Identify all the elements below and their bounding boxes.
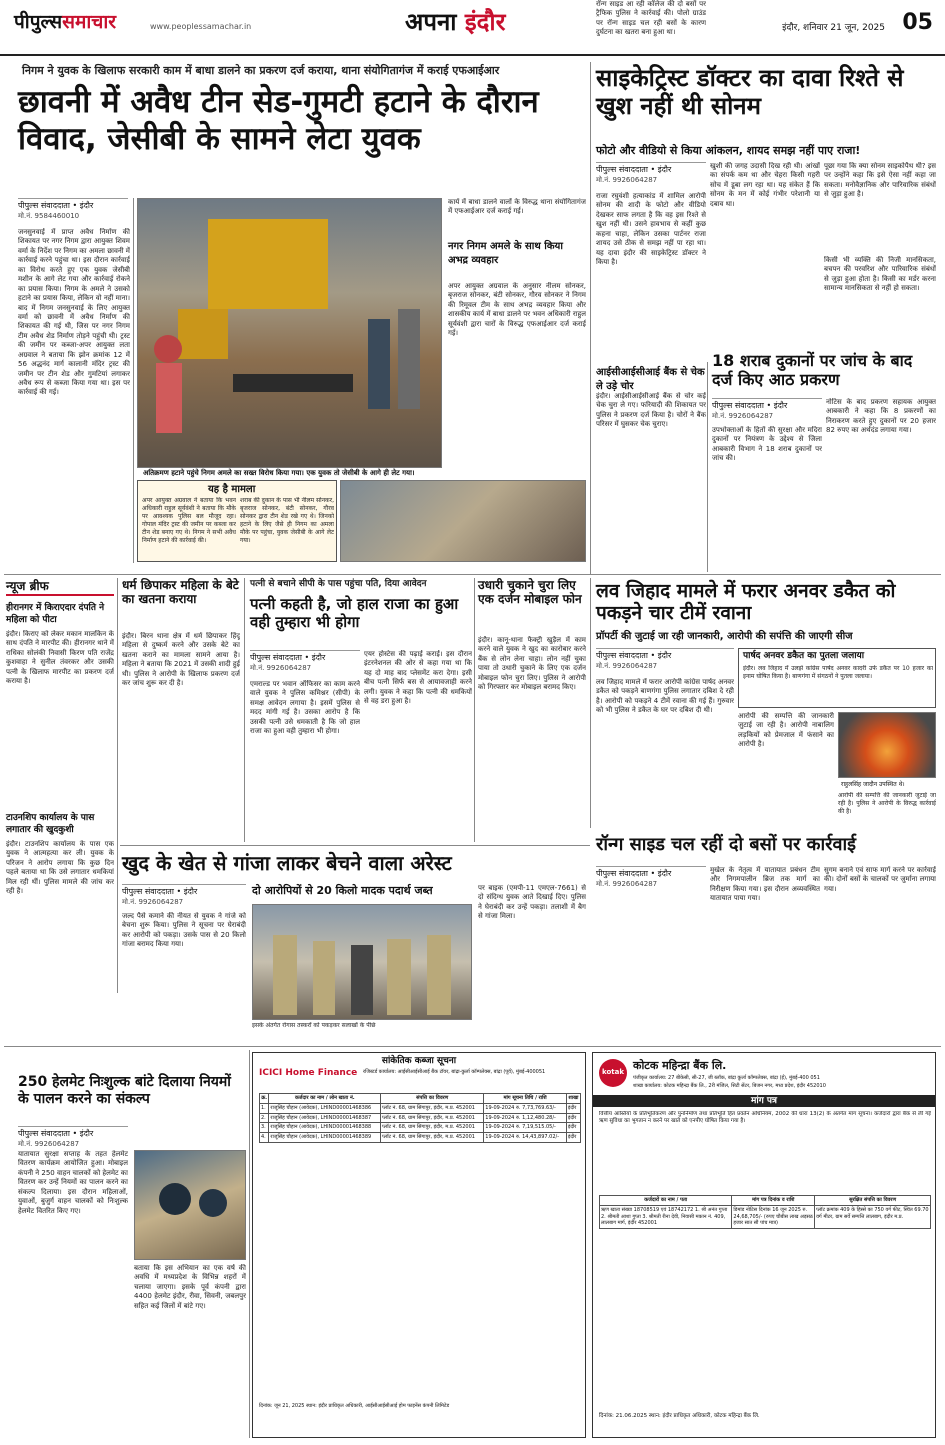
- wrong-side-byline-text: पीपुल्स संवाददाता • इंदौर: [596, 869, 672, 878]
- ganja-column-1: जल्द पैसे कमाने की नीयत से युवक ने गांजे को बेचना शुरू किया। पुलिस ने सूचना पर घेराबंदी कर आरोपी को पकड़ा। उसके पास से 20 किलो गांजा बरामद किया गया।: [122, 912, 246, 949]
- helmet-mobile: मो.नं. 9926064287: [18, 1139, 80, 1148]
- table-cell: डिमांड नोटिस दिनांक 16 जून 2025 रु. 24,68,705/- (रुपए चौबीस लाख अड़सठ हजार सात सौ पांच मात्र): [732, 1205, 815, 1228]
- lying-man: [233, 374, 353, 392]
- table-row: [260, 1103, 581, 1113]
- table-cell: 19-09-2024 रु. 14,43,897.02/-: [484, 1133, 567, 1143]
- dateline: इंदौर, शनिवार 21 जून, 2025: [782, 23, 885, 33]
- lead-byline: [18, 198, 128, 221]
- effigy-box: [738, 648, 936, 708]
- love-jihad-byline: [596, 648, 734, 671]
- column-rule: [249, 1050, 250, 1438]
- love-jihad-byline-text: पीपुल्स संवाददाता • इंदौर: [596, 651, 672, 660]
- column-rule: [590, 62, 591, 574]
- sonam-column-2: खुशी की जगह उदासी दिख रही थी। आंखों का संपर्क कम था और चेहरा किसी गहरी सोच में डूबा लग रहा था। यह संकेत हैं कि सोनम के मन में कोई गंभीर परेशानी या दबाव था।: [710, 162, 820, 208]
- newspaper-logo[interactable]: [14, 10, 116, 36]
- sonam-subhead: फोटो और वीडियो से किया आंकलन, शायद समझ नहीं पाए राजा!: [596, 144, 861, 157]
- icici-col-header: क्र.: [260, 1094, 269, 1104]
- column-rule: [117, 578, 118, 993]
- section-divider: [4, 1046, 941, 1047]
- religion-text: इंदौर। बिरन थाना क्षेत्र में धर्म छिपाकर हिंदू महिला से दुष्कर्म करने और उसके बेटे का खतना कराने का मामला सामने आया है। महिला ने बताया कि 2021 में उसकी शादी हुई थी। पुलिस ने आरोपी के खिलाफ प्रकरण दर्ज कर जांच शुरू कर दी है।: [122, 632, 240, 688]
- lead-kicker: निगम ने युवक के खिलाफ सरकारी काम में बाधा डालने का प्रकरण दर्ज कराया, थाना संयोगितागंज में कराई एफआईआर: [22, 64, 500, 77]
- table-cell: प्लॉट नं. 68, ग्राम सिंगापुर, इंदौर, म.प्र. 452001: [381, 1103, 484, 1113]
- kotak-logo[interactable]: kotak: [599, 1059, 627, 1087]
- lead-photo-caption: अतिक्रमण हटाने पहुंचे निगम अमले का सख्त विरोध किया गया। एक युवक तो जेसीबी के आगे ही लेट गया।: [140, 468, 440, 479]
- column-rule: [707, 362, 708, 572]
- ganja-byline-text: पीपुल्स संवाददाता • इंदौर: [122, 887, 198, 896]
- kotak-intro: वित्तीय आस्तियों के प्रतिभूतिकरण और पुनर्निर्माण तथा प्रतिभूति हित प्रवर्तन अधिनियम, 2002 की धारा 13(2) के अंतर्गत मांग सूचना। कर्जदारों द्वारा बैंक से ली गई ऋण सुविधा का भुगतान न करने पर खाते को एनपीए घोषित किया गया है।: [599, 1111, 931, 1125]
- table-cell: 19-09-2024 रु. 7,19,515.05/-: [484, 1123, 567, 1133]
- table-row: [260, 1133, 581, 1143]
- table-cell: 2.: [260, 1113, 269, 1123]
- brief-1-text: इंदौर। किराए को लेकर मकान मालकिन के साथ दंपति ने मारपीट की। हीरानगर थाने में राधिका सोलंकी निवासी किरण पति राजेंद्र कुशवाहा ने सुनील तंवरकर और उसकी पत्नी के खिलाफ मारपीट का प्रकरण दर्ज कराया है।: [6, 630, 114, 686]
- liquor-column-2: नोटिस के बाद प्रकरण सहायक आयुक्त आबकारी ने कहा कि 8 प्रकरणों का निराकरण करते हुए दुकानों पर 20 हजार 82 रुपए का अर्थदंड लगाया गया।: [826, 398, 936, 435]
- icici-table-header: [260, 1094, 581, 1104]
- table-cell: इंदौर: [566, 1133, 580, 1143]
- table-cell: प्लॉट नं. 68, ग्राम सिंगापुर, इंदौर, म.प्र. 452001: [381, 1113, 484, 1123]
- ganja-photo: [252, 904, 472, 1020]
- table-cell: 3.: [260, 1123, 269, 1133]
- liquor-column-1: उपभोक्ताओं के हितों की सुरक्षा और मदिरा दुकानों पर नियंत्रण के उद्देश्य से जिला आबकारी विभाग ने 18 शराब दुकानों पर जांच की।: [712, 426, 822, 463]
- icici-col-header: शाखा: [566, 1094, 580, 1104]
- icici-col-header: कर्जदार का नाम / लोन खाता नं.: [269, 1094, 381, 1104]
- police-officer: [273, 935, 297, 1015]
- table-row: [260, 1113, 581, 1123]
- ganja-mobile: मो.नं. 9926064287: [122, 897, 184, 906]
- lead-photo-scene: [138, 199, 442, 468]
- helmet-byline: [18, 1126, 128, 1149]
- lead-column-3: अपर आयुक्त अग्रवाल के अनुसार नीलम सोनकर, बृजराज सोनकर, बंटी सोनकर, गौरव सोनकर ने निगम की रिमूवल टीम के साथ अभद्र व्यवहार किया और शासकीय कार्य में बाधा डालने पर भवन अधिकारी राहुल सूर्यवंशी द्वारा चारों के विरुद्ध एफआईआर दर्ज कराई गई।: [448, 282, 586, 338]
- wrong-side-byline: [596, 866, 706, 889]
- effigy-photo-credit: राहुलसिंह जादौन उपस्थित थे।: [838, 780, 936, 790]
- table-cell: राजूसिंह चौहान (आवेदक), LHIND00001468388: [269, 1123, 381, 1133]
- wrong-side-column-3: सुगम बनाने एवं साफ मार्ग करने पर कार्रवाई की। दोनों बसों के चालकों पर जुर्माना लगाया गया।: [824, 866, 936, 893]
- fact-box-title: यह है मामला: [208, 484, 256, 495]
- wife-byline-text: पीपुल्स संवाददाता • इंदौर: [250, 653, 326, 662]
- section-title-main: अपना: [405, 8, 457, 36]
- liquor-mobile: मो.नं. 9926064287: [712, 411, 774, 420]
- love-jihad-column-2: आरोपी की सम्पत्ति की जानकारी जुटाई जा रही है। आरोपी नाबालिग लड़कियों को प्रेमजाल में फंसाने का आरोपी है।: [738, 712, 834, 749]
- kotak-bank-name: कोटक महिन्द्रा बैंक लि.: [633, 1059, 727, 1072]
- section-divider: [120, 845, 590, 846]
- sonam-byline-text: पीपुल्स संवाददाता • इंदौर: [596, 165, 672, 174]
- kotak-table-header: [600, 1196, 931, 1206]
- kotak-col-header: मांग पत्र दिनांक व राशि: [732, 1196, 815, 1206]
- fact-box-col-1: अपर आयुक्त अग्रवाल ने बताया कि भवन अधिकारी राहुल सूर्यवंशी ने बताया कि मौके पर आवश्यक पुलिस बल मौजूद रहा। गोपाल मंदिर ट्रस्ट की जमीन पर कब्जा कर टीन शेड बनाए गए थे। निगम ने सभी अवैध निर्माण हटाने की कार्रवाई की।: [142, 497, 236, 545]
- masthead: [0, 0, 945, 56]
- table-row: [260, 1123, 581, 1133]
- ganja-byline: [122, 884, 246, 907]
- news-brief-tag-main: न्यूज: [6, 579, 26, 593]
- mobile-thief-headline: उधारी चुकाने चुरा लिए एक दर्जन मोबाइल फोन: [478, 578, 582, 607]
- page-number: 05: [902, 10, 933, 35]
- icici-notice-title: सांकेतिक कब्जा सूचना: [381, 1056, 457, 1066]
- sonam-headline: साइकेट्रिस्ट डॉक्टर का दावा रिश्ते से खुश नहीं थी सोनम: [596, 64, 904, 121]
- lead-photo-2: [340, 480, 586, 562]
- table-cell: इंदौर: [566, 1113, 580, 1123]
- wife-column-2: एयर होस्टेस की पढ़ाई कराई। इस दौरान इंटरनेशनल की ओर से कहा गया था कि यह दो माह बाद प्लेसमेंट करा देगा। इसी बीच पत्नी सिर्फ बस से आयावजाही करने लगी। युवक ने कहा कि पत्नी की धमकियों से वह डरा हुआ है।: [364, 650, 472, 706]
- brief-2-headline: टाउनशिप कार्यालय के पास लगातार की खुदकुशी: [6, 813, 95, 836]
- section-title: [405, 6, 505, 38]
- wife-kicker: पत्नी से बचाने सीपी के पास पहुंचा पति, दिया आवेदन: [250, 579, 427, 589]
- column-rule: [590, 578, 591, 828]
- jcb-bucket: [178, 309, 228, 359]
- logo-main: पीपुल्स: [14, 11, 63, 33]
- table-cell: इंदौर: [566, 1123, 580, 1133]
- brief-2-text: इंदौर। टाउनशिप कार्यालय के पास एक युवक ने आत्महत्या कर ली। युवक के परिजन ने आरोप लगाया कि कुछ दिन पहले बताया था कि उसे लगातार धमकियां मिल रही थीं। पुलिस मामले की जांच कर रही है।: [6, 840, 114, 896]
- section-divider: [4, 574, 941, 575]
- helmet-column-2: बताया कि इस अभियान का एक वर्ष की अवधि में मध्यप्रदेश के विभिन्न शहरों में चलाया जाएगा। इसके पूर्व कंपनी द्वारा 4400 हेलमेट इंदौर, रीवा, सिवनी, जबलपुर सहित कई जिलों में बांटे गए।: [134, 1264, 246, 1310]
- kotak-notice-title: मांग पत्र: [593, 1095, 935, 1107]
- helmet-shape: [159, 1183, 191, 1215]
- table-cell: 1.: [260, 1103, 269, 1113]
- ganja-column-2: पर बाइक (एमपी-11 एमएल-7661) से दो संदिग्ध युवक आते दिखाई दिए। पुलिस ने घेराबंदी कर उन्हें पकड़ा। तलाशी में बैग से गांजा मिला।: [478, 884, 586, 921]
- police-officer: [427, 935, 451, 1015]
- lead-mobile: मो.नं. 9584460010: [18, 211, 80, 220]
- icici-notice-table: [259, 1093, 581, 1143]
- effigy-title: पार्षद अनवर डकैत का पुतला जलाया: [743, 651, 865, 661]
- table-cell: राजूसिंह चौहान (आवेदक), LHIND00001468387: [269, 1113, 381, 1123]
- table-cell: ऋण खाता संख्या 18708519 एवं 18742172 1. श्री अनंत गुप्ता 2. श्रीमती आशा गुप्ता 3. श्रीमती रीना देवी, निवासी मकान नं. 409, लालबाग मार्ग, इंदौर 452001: [600, 1205, 732, 1228]
- news-brief-tag-accent: ब्रीफ: [29, 579, 49, 593]
- table-cell: राजूसिंह चौहान (आवेदक), LHIND00001468389: [269, 1133, 381, 1143]
- wife-mobile: मो.नं. 9926064287: [250, 663, 312, 672]
- logo-accent: समाचार: [62, 11, 117, 33]
- person-figure: [398, 309, 420, 409]
- lead-photo: [137, 198, 442, 468]
- table-cell: 19-09-2024 रु. 7,73,769.63/-: [484, 1103, 567, 1113]
- table-cell: प्लॉट नं. 68, ग्राम सिंगापुर, इंदौर, म.प्र. 452001: [381, 1123, 484, 1133]
- liquor-headline: 18 शराब दुकानों पर जांच के बाद दर्ज किए आठ प्रकरण: [712, 351, 913, 389]
- helmet-column-1: यातायात सुरक्षा सप्ताह के तहत हेलमेट वितरण कार्यक्रम आयोजित हुआ। मोबाइल कंपनी ने 250 वाहन चालकों को हेलमेट का वितरण कर उन्हें नियमों का पालन करने का संकल्प दिलाया। इस दौरान महिलाओं, युवाओं, बुजुर्ग वाहन चालकों को निःशुल्क हेलमेट वितरित किए गए।: [18, 1150, 128, 1215]
- person-figure: [368, 319, 390, 409]
- ganja-photo-caption: इसके अंतर्गत रोगास तस्करों को पकड़कर सलाखों के पीछे: [252, 1022, 376, 1029]
- sonam-mobile: मो.नं. 9926064287: [596, 175, 658, 184]
- wife-column-1: एमराल्ड पर भवान ऑफिसर का काम करने वाले युवक ने पुलिस कमिश्नर (सीपी) के समक्ष आवेदन लगाया है। इसमें पुलिस से मदद मांगी गई है। उसका आरोप है कि उसकी पत्नी उसे धमकाती है कि जो हाल राजा का हुआ वही तुम्हारा भी होगा।: [250, 680, 360, 736]
- wrong-side-mobile: मो.नं. 9926064287: [596, 879, 658, 888]
- ganja-subhead: दो आरोपियों से 20 किलो मादक पदार्थ जब्त: [252, 884, 433, 897]
- lead-column-2: कार्य में बाधा डालने वालों के विरुद्ध थाना संयोगितागंज में एफआईआर दर्ज कराई गई।: [448, 198, 586, 216]
- police-officer: [387, 939, 411, 1015]
- icici-col-header: संपत्ति का विवरण: [381, 1094, 484, 1104]
- religion-headline: धर्म छिपाकर महिला के बेटे का खतना कराया: [122, 578, 239, 607]
- effigy-photo: [838, 712, 936, 778]
- woman-figure: [154, 335, 182, 363]
- lead-subhead: नगर निगम अमले के साथ किया अभद्र व्यवहार: [448, 241, 563, 266]
- column-rule: [244, 578, 245, 842]
- love-jihad-mobile: मो.नं. 9926064287: [596, 661, 658, 670]
- ganja-headline: खुद के खेत से गांजा लाकर बेचने वाला अरेस्ट: [122, 851, 452, 875]
- effigy-text: इंदौर। लव जिहाद में उलझे कांग्रेस पार्षद अनवर कादरी उर्फ डकैत पर 10 हजार का इनाम घोषित किया है। बाणगंगा में संगठनों ने पुतला जलाया।: [743, 665, 933, 681]
- brief-1-headline: हीरानगर में किराएदार दंपति ने महिला को पीटा: [6, 603, 105, 626]
- wife-byline: [250, 650, 360, 673]
- table-cell: प्लॉट नं. 68, ग्राम सिंगापुर, इंदौर, म.प्र. 452001: [381, 1133, 484, 1143]
- lead-headline: छावनी में अवैध टीन सेड-गुमटी हटाने के दौरान विवाद, जेसीबी के सामने लेटा युवक: [18, 84, 539, 157]
- icici-theft-headline: आईसीआईसीआई बैंक से चेक ले उड़े चोर: [596, 367, 705, 392]
- icici-theft-text: इंदौर। आईसीआईसीआई बैंक से चोर कई चेक चुरा ले गए। फरियादी की शिकायत पर पुलिस ने प्रकरण दर्ज किया है। चोरों ने बैंक परिसर में घुसकर चेक चुराए।: [596, 392, 706, 429]
- kotak-address: पंजीकृत कार्यालय: 27 बीकेसी, सी-27, जी ब्लॉक, बांद्रा कुर्ला कॉम्पलेक्स, बांद्रा (ई), मुंबई-400 051: [633, 1075, 820, 1081]
- sonam-byline: [596, 162, 706, 185]
- love-jihad-headline: लव जिहाद मामले में फरार अनवर डकैत को पकड़ने चार टीमें रवाना: [596, 580, 896, 625]
- police-officer: [313, 941, 335, 1015]
- icici-brand[interactable]: ICICI Home Finance: [259, 1068, 358, 1078]
- sonam-column-4: किसी भी व्यक्ति की निजी मानसिकता, बचपन की परवरिश और पारिवारिक संबंधों से जुड़ा हुआ होता है। किसी का मर्डर करना सामान्य मानसिकता से नहीं हो सकता।: [824, 256, 936, 293]
- helmet-scene: [135, 1151, 246, 1260]
- news-brief-tag: [6, 578, 114, 596]
- love-jihad-subhead: प्रॉपर्टी की जुटाई जा रही जानकारी, आरोपी की सपंत्ति की जाएगी सीज: [596, 631, 853, 642]
- icici-footer: दिनांक: जून 21, 2025 स्थान: इंदौर प्राधिकृत अधिकारी, आईसीआईसीआई होम फाइनेंस कंपनी लिमिटेड: [259, 1403, 450, 1409]
- helmet-shape: [199, 1189, 227, 1217]
- helmet-photo: [134, 1150, 246, 1260]
- love-jihad-column-1: लव जिहाद मामले में फरार आरोपी कांग्रेस पार्षद अनवर डकैत को पकड़ने बाणगंगा पुलिस लगातार दबिश दे रही है। आरोपी को पकड़ने 4 टीमें रवाना की गई हैं। गुरुवार को भी पुलिस ने डकैत के घर पर दबिश दी थी।: [596, 678, 734, 715]
- sonam-column-3: पूछा गया कि क्या सोनम साइकोपैथ थी? इस पर उन्होंने कहा कि इसे ऐसा नहीं कहा जा सकता। मनोवैज्ञानिक और पारिवारिक संबंधों से जुड़ा हुआ है।: [824, 162, 936, 199]
- lead-column-1: जनसुनवाई में प्राप्त अवैध निर्माण की शिकायत पर नगर निगम द्वारा आयुक्त शिवम वर्मा के निर्देश पर निगम का अमला छावनी में कार्रवाई करने पहुंचा था। इस दौरान कार्रवाई का विरोध करते हुए एक युवक जेसीबी मशीन के आगे लेट गया और कार्रवाई रोकने का प्रयास किया। निगम के अमले ने उसको हटाने का प्रयास किया, लेकिन वो नहीं माना। बाद में निगम जनसुनवाई के लिए आयुक्त वर्मा को छावनी में अवैध निर्माण की शिकायत की गई थी, जिस पर नगर निगम टीम अवैध शेड निर्माण तोड़ने पहुंची थी। ट्रस्ट की जमीन पर कब्जा-अपर आयुक्त लता अग्रवाल ने बताया कि झोन क्रमांक 12 में 56 अद्धनंद मार्ग कालानी मंदिर ट्रस्ट की जमीन पर टीन शेड और गुमटियां लगाकर अवैध रूप से कब्जा किया गया था। इस पर कार्रवाई की गई।: [18, 228, 130, 397]
- kotak-col-header: सुरक्षित संपत्ति का विवरण: [815, 1196, 931, 1206]
- table-cell: राजूसिंह चौहान (आवेदक), LHIND00001468386: [269, 1103, 381, 1113]
- wrong-side-column-1: रॉन्ग साइड आ रही कॉलेज की दो बसों पर ट्रैफिक पुलिस ने कार्रवाई की। पोलो ग्राउंड पर रॉन्ग साइड चल रही बसों के कारण दुर्घटना का खतरा बना हुआ था।: [596, 0, 706, 37]
- wife-headline: पत्नी कहती है, जो हाल राजा का हुआ वही तुम्हारा भी होगा: [250, 595, 459, 631]
- icici-notice: [252, 1052, 586, 1438]
- kotak-footer: दिनांक: 21.06.2025 स्थान: इंदौर प्राधिकृत अधिकारी, कोटक महिन्द्रा बैंक लि.: [599, 1413, 760, 1419]
- website-url[interactable]: www.peoplessamachar.in: [150, 22, 252, 31]
- mobile-thief-text: इंदौर। कानू-थाना फैक्ट्री खुड़ैल में काम करने वाले युवक ने खुद का कारोबार करने बैंक से लोन लेना चाहा। लोन नहीं चुका पाया तो उधारी चुकाने के लिए एक दर्जन मोबाइल फोन चुरा लिए। पुलिस ने आरोपी को गिरफ्तार कर मोबाइल बरामद किए।: [478, 636, 586, 692]
- column-rule: [474, 578, 475, 842]
- wrong-side-headline: रॉन्ग साइड चल रहीं दो बसों पर कार्रवाई: [596, 834, 856, 855]
- table-cell: इंदौर: [566, 1103, 580, 1113]
- kotak-notice-table: [599, 1195, 931, 1229]
- accused-person: [351, 945, 373, 1015]
- helmet-byline-text: पीपुल्स संवाददाता • इंदौर: [18, 1129, 94, 1138]
- icici-col-header: मांग सूचना तिथि / राशि: [484, 1094, 567, 1104]
- kotak-branch: शाखा कार्यालय: कोटक महिन्द्रा बैंक लि., 2री मंजिल, सिटी सेंटर, बिजन नगर, मध्य प्रदेश, इंदौर 452010: [633, 1083, 826, 1089]
- kotak-col-header: कर्जदारों का नाम / पता: [600, 1196, 732, 1206]
- sonam-column-1: राजा रघुवंशी हत्याकांड में शामिल आरोपी सोनम की शादी के फोटो और वीडियो देखकर साफ लगता है कि वह इस रिश्ते से खुश नहीं थी। उसने हावभाव से कहीं कुछ कहना चाहा, लेकिन उसका पार्टनर राजा शायद उसे ठीक से समझ नहीं पा रहा था। यह दावा इंदौर की साइकेट्रिस्ट डॉक्टर ने किया है।: [596, 192, 706, 267]
- helmet-headline: 250 हेलमेट निःशुल्क बांटे दिलाया नियमों के पालन करने का संकल्प: [18, 1074, 231, 1107]
- wrong-side-column-2: मुखेल के नेतृत्व में यातायात प्रबंधन टीम और निगमपालीन ब्रिज तक मार्ग का निरीक्षण किया गया। इस दौरान अव्यवस्थित यातायात पाया गया।: [710, 866, 820, 903]
- column-rule: [133, 198, 134, 563]
- table-cell: 4.: [260, 1133, 269, 1143]
- icici-address: रजिस्टर्ड कार्यालय: आईसीआईसीआई बैंक टॉवर, बांद्रा-कुर्ला कॉम्पलेक्स, बांद्रा (पूर्व), मुंबई-400051: [363, 1069, 546, 1075]
- love-jihad-column-3: आरोपी की सम्पत्ति की जानकारी जुटाई जा रही है। पुलिस ने आरोपी के विरुद्ध कार्रवाई की है।: [838, 792, 936, 816]
- section-title-accent: इंदौर: [464, 8, 506, 36]
- lead-byline-text: पीपुल्स संवाददाता • इंदौर: [18, 201, 94, 210]
- kotak-notice: [592, 1052, 936, 1438]
- lead-fact-box: [137, 480, 337, 562]
- woman-body: [156, 363, 182, 433]
- table-row: [600, 1205, 931, 1228]
- police-group-scene: [253, 905, 472, 1020]
- table-cell: प्लॉट क्रमांक 409 के हिस्से का 750 वर्ग फीट, स्थित 69.70 वर्ग मीटर, ग्राम सर्वे सम्पत्ति लालबाग, इंदौर म.प्र.: [815, 1205, 931, 1228]
- table-cell: 19-09-2024 रु. 1,12,480.28/-: [484, 1113, 567, 1123]
- liquor-byline-text: पीपुल्स संवाददाता • इंदौर: [712, 401, 788, 410]
- jcb-machine: [208, 219, 328, 309]
- fact-box-col-2: शराब की दुकान के पास भी नीलम सोनकर, बृजराज सोनकर, बंटी सोनकर, गौरव सोनकर द्वारा टीन शेड रखे गए थे। जिनको हटाने के लिए जैसे ही निगम का अमला मौके पर पहुंचा, युवक जेसीबी के आगे लेट गया।: [240, 497, 334, 545]
- liquor-byline: [712, 398, 822, 421]
